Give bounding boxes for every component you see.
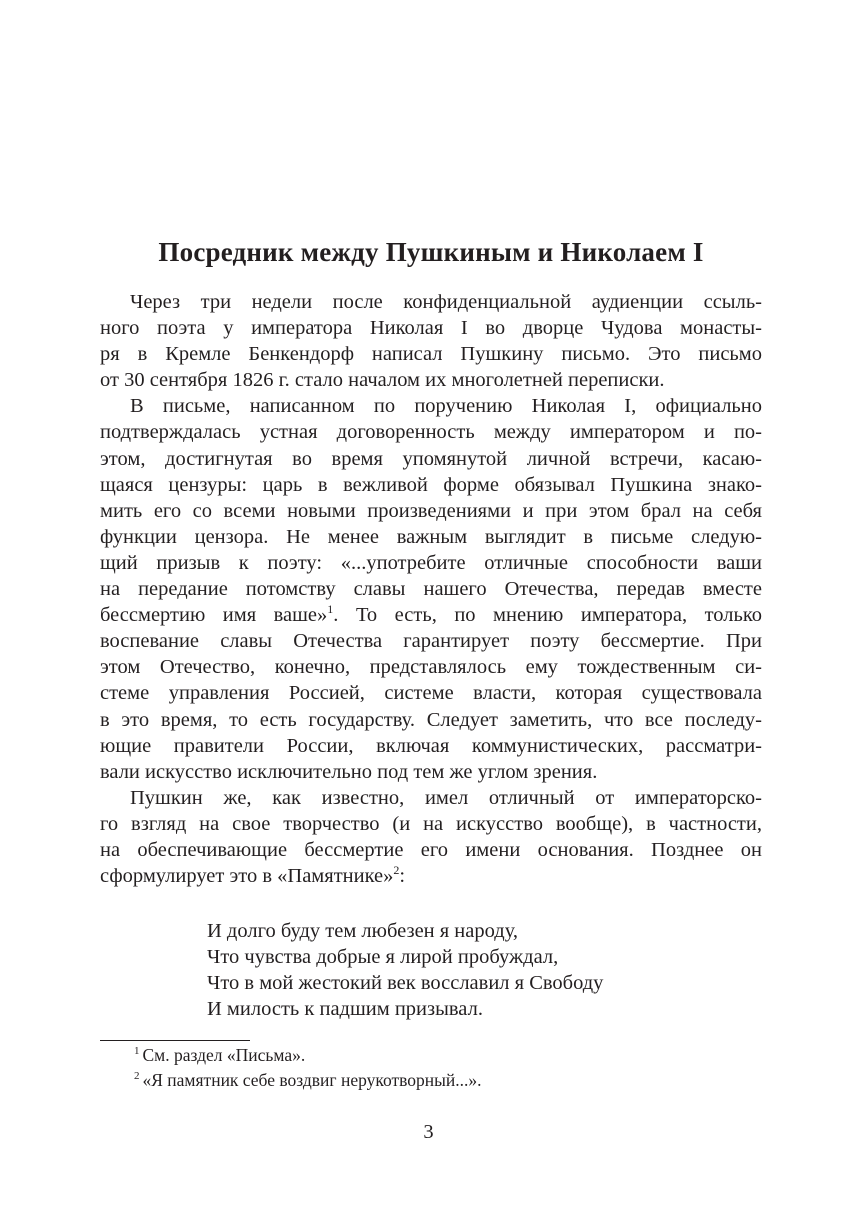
footnote-divider <box>100 1040 250 1041</box>
text-line: ющие правители России, включая коммунистических, рассматри- <box>100 734 762 757</box>
footnotes <box>134 1043 482 1093</box>
verse-line: И милость к падшим призывал. <box>207 998 483 1021</box>
footnote-text: См. раздел «Письма». <box>142 1045 306 1065</box>
text-fragment: бессмертию имя ваше» <box>100 604 328 627</box>
paragraph-1 <box>100 289 762 393</box>
text-line: го взгляд на свое творчество (и на искусство вообще), в частности, <box>100 812 762 835</box>
text-line-with-note <box>100 863 762 889</box>
text-line: на обеспечивающие бессмертие его имени основания. Позднее он <box>100 838 762 861</box>
verse-line: Что чувства добрые я лирой пробуждал, <box>207 946 559 969</box>
verse-line: И долго буду тем любезен я народу, <box>207 920 519 942</box>
text-line: функции цензора. Не менее важным выглядит в письме следую- <box>100 525 762 548</box>
text-line: ного поэта у императора Николая I во дворце Чудова монасты- <box>100 317 762 340</box>
text-line: воспевание славы Отечества гарантирует поэту бессмертие. При <box>100 630 762 653</box>
text-line: щаяся цензуры: царь в вежливой форме обязывал Пушкина знако- <box>100 473 762 496</box>
chapter-title: Посредник между Пушкиным и Николаем I <box>158 237 704 267</box>
text-fragment: : <box>399 865 406 888</box>
text-line: Пушкин же, как известно, имел отличный от императорско- <box>130 786 762 809</box>
text-line: этом Отечество, конечно, представлялось ему тождественным си- <box>100 656 762 679</box>
footnote-mark: 2 <box>134 1070 140 1083</box>
text-line: ря в Кремле Бенкендорф написал Пушкину письмо. Это письмо <box>100 343 762 366</box>
text-fragment: сформулирует это в «Памятнике» <box>100 865 394 888</box>
text-line: В письме, написанном по поручению Николая I, официально <box>130 395 762 418</box>
text-line: этом, достигнутая во время упомянутой личной встречи, касаю- <box>100 447 762 470</box>
text-line: от 30 сентября 1826 г. стало началом их многолетней переписки. <box>100 369 665 392</box>
text-line: Через три недели после конфиденциальной аудиенции ссыль- <box>130 291 762 313</box>
footnote-2 <box>134 1068 482 1093</box>
verse-line: Что в мой жестокий век восславил я Свободу <box>207 972 604 995</box>
footnote-mark: 1 <box>134 1045 140 1058</box>
footnote-1 <box>134 1043 482 1068</box>
paragraph-3 <box>100 785 762 889</box>
text-line: вали искусство исключительно под тем же углом зрения. <box>100 760 598 783</box>
footnote-ref-2: 2 <box>393 863 400 878</box>
text-line: щий призыв к поэту: «...употребите отличные способности ваши <box>100 551 762 574</box>
poem-quote <box>207 918 603 1022</box>
text-line: мить его со всеми новыми произведениями и при этом брал на себя <box>100 499 762 522</box>
paragraph-2 <box>100 393 762 784</box>
text-line: на передание потомству славы нашего Отечества, передав вместе <box>100 578 762 601</box>
text-line: стеме управления Россией, системе власти, которая существовала <box>100 682 762 705</box>
text-line-with-note: бессмертию имя ваше»$^1$. То есть, по мнению императора, только <box>100 602 763 627</box>
text-fragment: То есть, по мнению императора, только <box>355 604 763 627</box>
text-line: в это время, то есть государству. Следует заметить, что все последу- <box>100 708 762 731</box>
main-text <box>100 289 762 889</box>
footnote-ref-1: 1 <box>327 602 334 617</box>
text-line: подтверждалась устная договоренность между императором и по- <box>100 421 762 444</box>
page-number: 3 <box>423 1121 434 1143</box>
footnote-text: «Я памятник себе воздвиг нерукотворный...». <box>142 1070 482 1090</box>
